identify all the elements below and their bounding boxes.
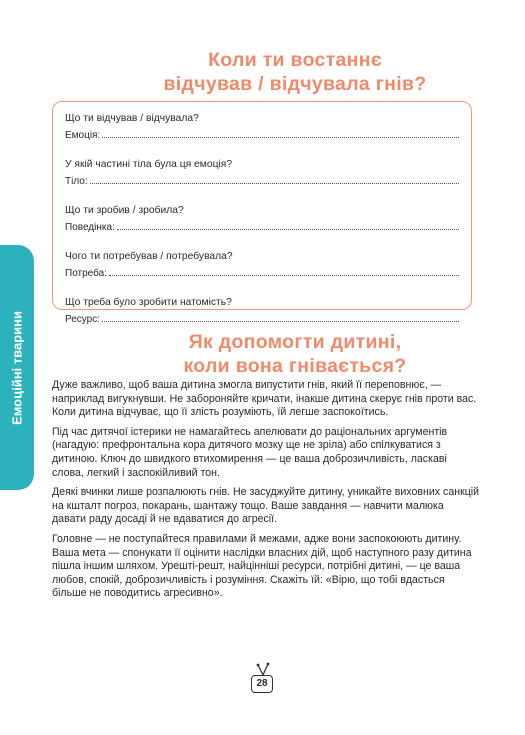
field-label: Ресурс: <box>65 314 101 325</box>
question-label: Що ти зробив / зробила? <box>65 205 184 216</box>
form-question <box>65 296 459 327</box>
dotted-line <box>102 312 459 322</box>
dotted-line <box>109 266 459 276</box>
dotted-line <box>90 174 459 184</box>
heading-line-1: Коли ти востаннє <box>208 49 382 71</box>
form-question <box>65 158 459 189</box>
form-question <box>65 250 459 281</box>
form-question <box>65 204 459 235</box>
dotted-line <box>117 220 459 230</box>
dotted-line <box>102 128 459 138</box>
reflection-form <box>52 101 472 325</box>
field-label: Емоція: <box>65 130 101 141</box>
form-question <box>65 112 459 143</box>
heading-line-2: коли вона гнівається? <box>183 355 407 377</box>
chapter-side-tab-label: Емоційні тварини <box>9 310 25 425</box>
field-label: Потреба: <box>65 268 107 279</box>
section-heading-last-anger <box>80 48 510 96</box>
answer-line-resource[interactable] <box>65 312 459 327</box>
question-label: Що треба було зробити натомість? <box>65 297 232 308</box>
chapter-side-tab <box>0 245 34 490</box>
field-label: Тіло: <box>65 176 88 187</box>
paragraph-2: Під час дитячої істерики не намагайтесь апелювати до раціональних аргументів (нагадую: префронтальна кора дитячого мозку ще не зріла) або спілкуватися з дитиною. Ключ до швидкого втихомирення — це ваша доброзичливість, ласкаві слова, легкий і заспокійливий тон. <box>52 425 448 479</box>
paragraph-1: Дуже важливо, щоб ваша дитина змогла випустити гнів, який її переповнює, — наприклад вигукнувши. Не забороняйте кричати, інакше дитина скерує гнів проти вас. Коли дитина відчуває, що її злість розуміють, їй легше заспокоїтись. <box>52 379 477 419</box>
heading-line-1: Як допомогти дитині, <box>188 331 402 353</box>
paragraph-4: Головне — не поступайтеся правилами й межами, адже вони заспокоюють дитину. Ваша мета — спонукати її оцінити наслідки власних дій, щоб наступного разу дитина пішла іншим шляхом. Урешті-решт, найцінніші ресурси, потрібні дитині, — це ваша любов, спокій, доброзичливість і розуміння. Скажіть їй: «Вірю, що тобі вдасться більше не поводитись агресивно». <box>52 532 472 600</box>
question-label: Чого ти потребував / потребувала? <box>65 251 233 262</box>
answer-line-behavior[interactable] <box>65 220 459 235</box>
body-text <box>52 379 480 607</box>
question-label: Що ти відчував / відчувала? <box>65 113 199 124</box>
heading-line-2: відчував / відчувала гнів? <box>163 73 427 95</box>
answer-line-emotion[interactable] <box>65 128 459 143</box>
question-label: У якій частині тіла була ця емоція? <box>65 159 233 170</box>
section-heading-help-child <box>80 330 510 378</box>
page-number: 28 <box>251 675 273 693</box>
paragraph-3: Деякі вчинки лише розпалюють гнів. Не засуджуйте дитину, уникайте виховних санкцій на кшталт погроз, покарань, шантажу тощо. Ваше завдання — навчити малюка давати раду досаді й не вдаватися до агресії. <box>52 486 480 526</box>
answer-line-need[interactable] <box>65 266 459 281</box>
field-label: Поведінка: <box>65 222 115 233</box>
answer-line-body[interactable] <box>65 174 459 189</box>
